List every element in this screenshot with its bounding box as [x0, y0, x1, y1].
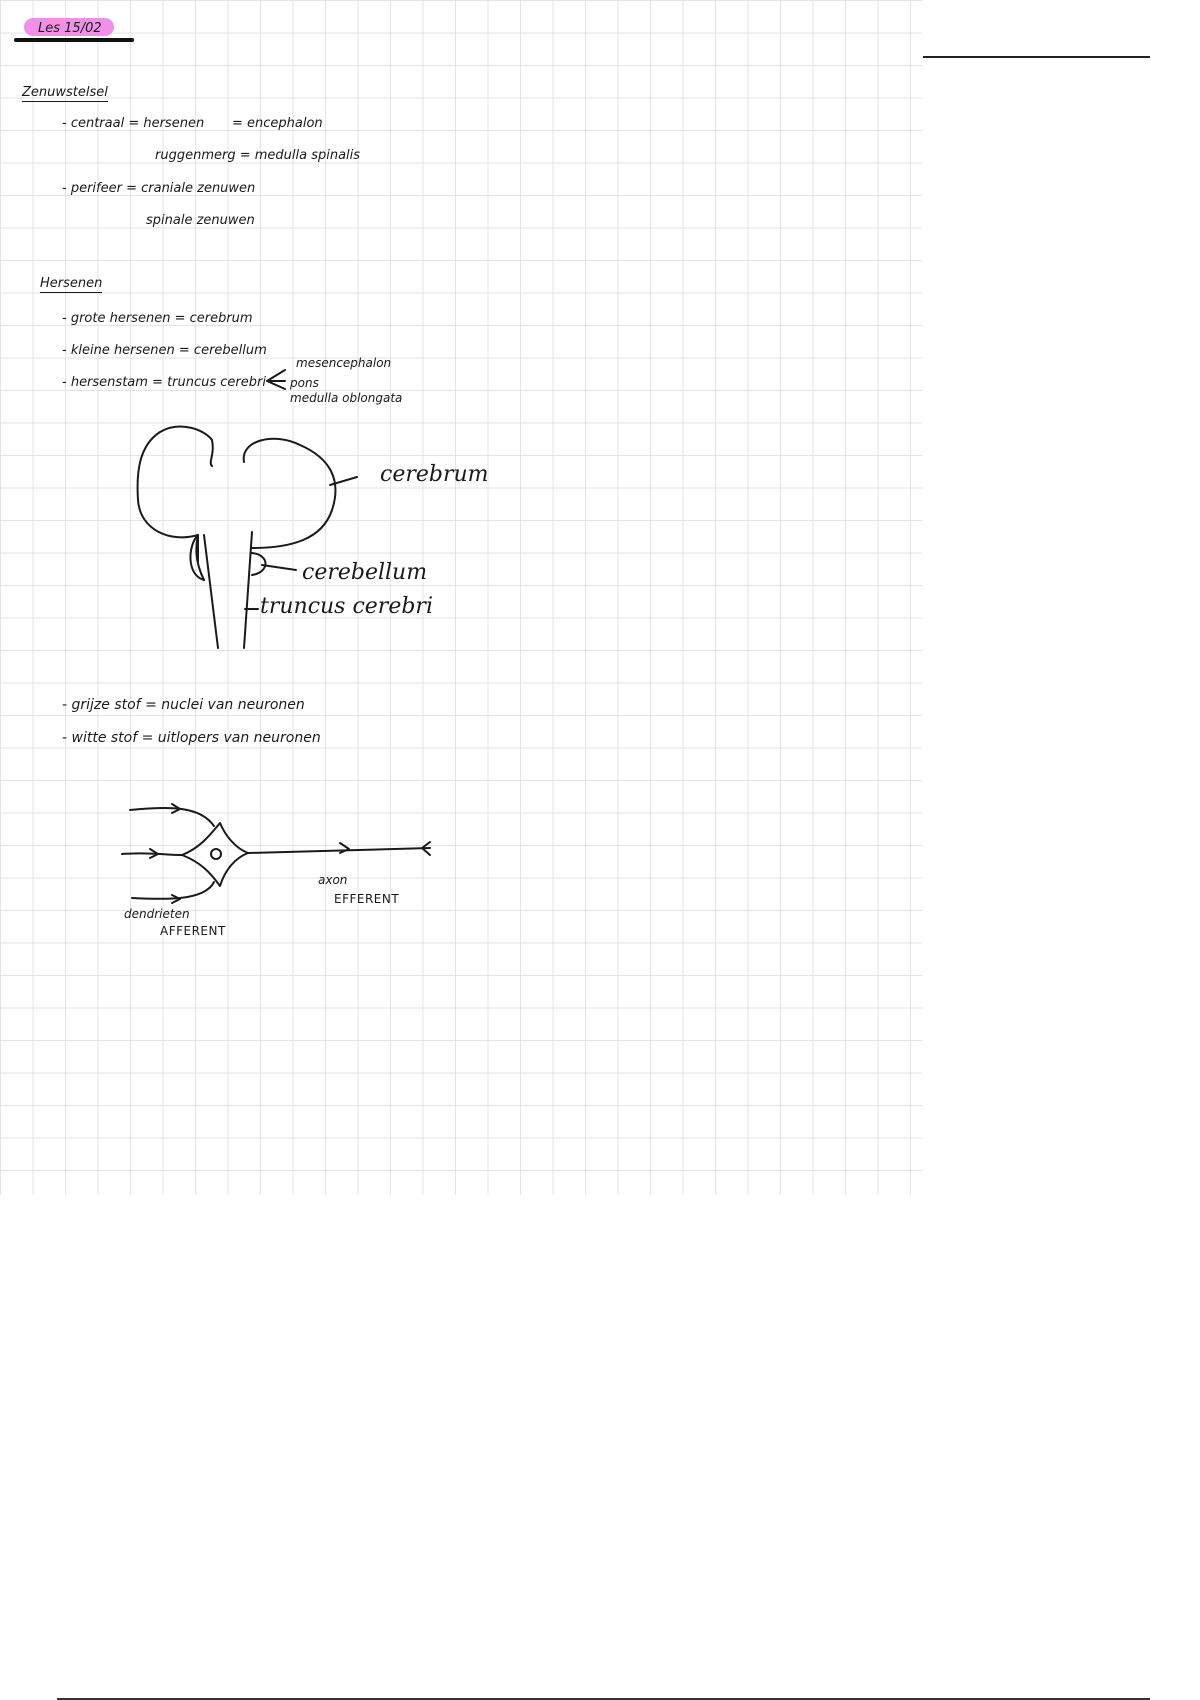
note-line: spinale zenuwen: [146, 213, 255, 228]
branch-label: medulla oblongata: [290, 391, 403, 405]
note-line: ruggenmerg = medulla spinalis: [155, 148, 361, 163]
note-line: - kleine hersenen = cerebellum: [62, 343, 267, 358]
label-cerebrum: cerebrum: [380, 462, 489, 487]
note-line: - hersenstam = truncus cerebri: [62, 375, 266, 390]
note-line: = encephalon: [232, 116, 323, 131]
neuron-sketch: [122, 804, 430, 906]
section-heading-zenuwstelsel: Zenuwstelsel: [22, 85, 108, 100]
note-line: - grote hersenen = cerebrum: [62, 311, 253, 326]
label-cerebellum: cerebellum: [302, 560, 428, 585]
label-truncus-cerebri: truncus cerebri: [260, 594, 433, 619]
note-line: - centraal = hersenen: [62, 116, 205, 131]
label-afferent: AFFERENT: [160, 924, 226, 938]
label-axon: axon: [318, 873, 348, 887]
note-line: - witte stof = uitlopers van neuronen: [62, 730, 321, 746]
section-heading-hersenen: Hersenen: [40, 276, 103, 291]
branch-lines: [267, 370, 285, 389]
branch-label: mesencephalon: [296, 356, 392, 370]
page-title-text: Les 15/02: [38, 21, 102, 36]
label-dendrieten: dendrieten: [124, 907, 190, 921]
label-efferent: EFFERENT: [334, 892, 400, 906]
brain-sketch: [138, 427, 357, 648]
note-line: - grijze stof = nuclei van neuronen: [62, 697, 305, 713]
note-line: - perifeer = craniale zenuwen: [62, 181, 256, 196]
branch-label: pons: [290, 376, 319, 390]
